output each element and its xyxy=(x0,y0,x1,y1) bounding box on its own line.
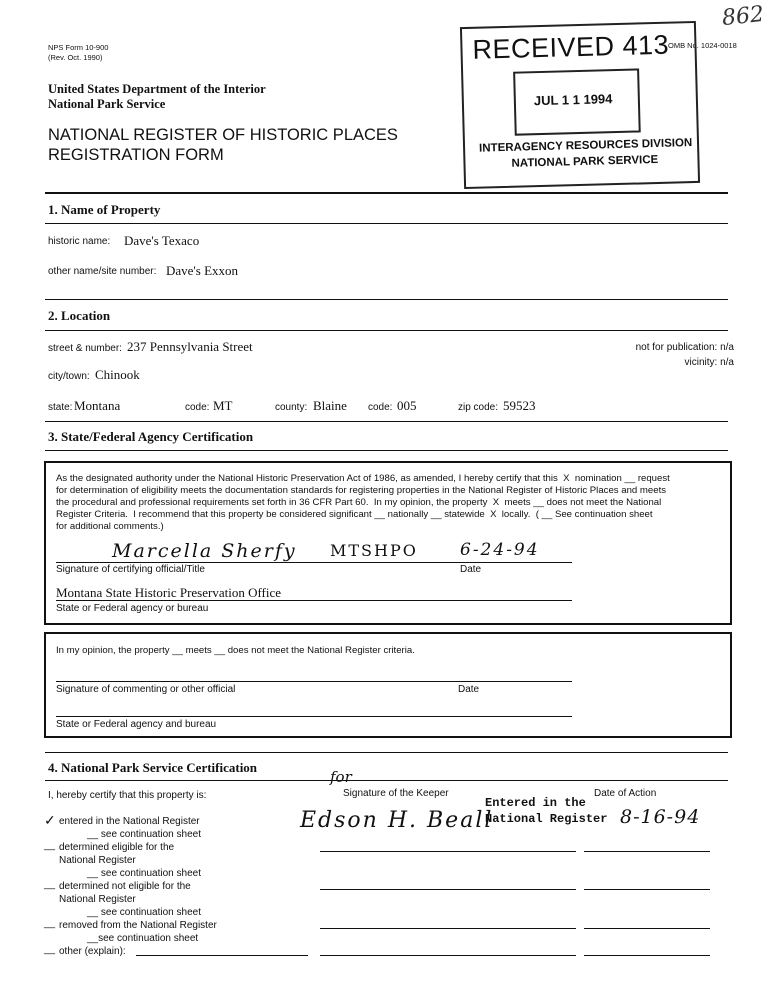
cert-text-line3: the procedural and professional requirements set forth in 36 CFR Part 60. In my opinion, the property X meets __ does not meet the National xyxy=(56,497,662,508)
opinion-text: In my opinion, the property __ meets __ does not meet the National Register criteria. xyxy=(56,645,415,656)
divider xyxy=(45,299,728,300)
cert-text-line4: Register Criteria. I recommend that this property be considered significant __ nationally __ statewide X locally. ( __ See continuation sheet xyxy=(56,509,653,520)
county-code-label: code: xyxy=(368,402,393,413)
state-code-value: MT xyxy=(213,398,233,413)
department-name: United States Department of the Interior xyxy=(48,82,266,96)
status-item: __ see continuation sheet xyxy=(87,868,201,879)
divider xyxy=(45,223,728,224)
other-name-value: Dave's Exxon xyxy=(166,263,239,278)
form-revision: (Rev. Oct. 1990) xyxy=(48,53,103,62)
handwritten-note: 862 xyxy=(720,1,766,32)
divider xyxy=(45,330,728,331)
section1-heading: 1. Name of Property xyxy=(48,202,161,217)
divider xyxy=(45,192,728,194)
state-office-label: State or Federal agency or bureau xyxy=(56,603,209,614)
status-item: determined eligible for the xyxy=(59,842,175,853)
zip-value: 59523 xyxy=(503,398,536,413)
cert-text-line5: for additional comments.) xyxy=(56,521,164,532)
nps-intro: I, hereby certify that this property is: xyxy=(48,790,207,801)
keeper-signature-line xyxy=(320,955,576,956)
state-office: Montana State Historic Preservation Office xyxy=(56,585,282,600)
signature-line xyxy=(56,716,572,717)
action-date-line xyxy=(584,928,710,929)
status-mark: ✓ xyxy=(44,812,56,828)
certifying-signature-label: Signature of certifying official/Title xyxy=(56,564,205,575)
form-number: NPS Form 10-900 xyxy=(48,43,109,52)
divider xyxy=(45,752,728,753)
section2-heading: 2. Location xyxy=(48,308,111,323)
state-code-label: code: xyxy=(185,402,210,413)
keeper-label: Signature of the Keeper xyxy=(343,788,449,799)
entered-stamp-line2: National Register xyxy=(485,812,608,826)
county-code-value: 005 xyxy=(397,398,417,413)
historic-name-value: Dave's Texaco xyxy=(124,233,200,248)
keeper-prefix: for xyxy=(330,768,352,786)
status-item: entered in the National Register xyxy=(59,816,200,827)
status-item: removed from the National Register xyxy=(59,920,217,931)
entered-stamp-line1: Entered in the xyxy=(485,796,586,810)
divider xyxy=(45,780,728,781)
state-label: state: xyxy=(48,402,73,413)
stamp-division-line1: INTERAGENCY RESOURCES DIVISION xyxy=(478,137,693,155)
other-name-label: other name/site number: xyxy=(48,266,157,277)
status-item: determined not eligible for the xyxy=(59,881,191,892)
form-title-line2: REGISTRATION FORM xyxy=(48,146,224,164)
status-item: __ see continuation sheet xyxy=(87,907,201,918)
certifying-date-label: Date xyxy=(460,564,482,575)
status-item: other (explain): xyxy=(59,946,126,957)
certifying-date: 6-24-94 xyxy=(460,540,540,560)
state-value: Montana xyxy=(74,398,121,413)
stamp-date-box xyxy=(513,68,641,135)
county-value: Blaine xyxy=(313,398,347,413)
stamp-date: JUL 1 1 1994 xyxy=(533,91,613,109)
comment-date-label: Date xyxy=(458,684,480,695)
historic-name-label: historic name: xyxy=(48,236,111,247)
received-text: RECEIVED 413 xyxy=(472,29,670,65)
cert-text-line2: for determination of eligibility meets the documentation standards for registering properties in the National Register of Historic Places and meets xyxy=(56,485,667,496)
stamp-division-line2: NATIONAL PARK SERVICE xyxy=(511,153,659,170)
status-mark: __ xyxy=(44,879,56,890)
action-date-line xyxy=(584,851,710,852)
keeper-signature-line xyxy=(320,851,576,852)
certifying-signature: Marcella Sherfy xyxy=(112,540,297,562)
omb-number: OMB No. 1024-0018 xyxy=(668,41,737,50)
divider xyxy=(45,450,728,451)
status-item: National Register xyxy=(59,855,136,866)
signature-line xyxy=(56,562,572,563)
zip-label: zip code: xyxy=(458,402,499,413)
street-value: 237 Pennsylvania Street xyxy=(127,339,253,354)
keeper-signature-line xyxy=(320,889,576,890)
county-label: county: xyxy=(275,402,308,413)
keeper-signature: Edson H. Beall xyxy=(300,808,494,833)
certifying-title: MTSHPO xyxy=(330,541,418,560)
status-item: __ see continuation sheet xyxy=(87,829,201,840)
section4-heading: 4. National Park Service Certification xyxy=(48,760,258,775)
city-label: city/town: xyxy=(48,371,90,382)
status-mark: __ xyxy=(44,840,56,851)
city-value: Chinook xyxy=(95,367,140,382)
signature-line xyxy=(56,681,572,682)
status-item: National Register xyxy=(59,894,136,905)
action-date: 8-16-94 xyxy=(620,806,701,828)
vicinity: vicinity: n/a xyxy=(684,357,734,368)
other-explain-line xyxy=(136,955,308,956)
keeper-signature-line xyxy=(320,928,576,929)
status-item: __see continuation sheet xyxy=(87,933,199,944)
status-mark: __ xyxy=(44,918,56,929)
date-of-action-label: Date of Action xyxy=(594,788,657,799)
action-date-line xyxy=(584,889,710,890)
form-title-line1: NATIONAL REGISTER OF HISTORIC PLACES xyxy=(48,126,398,144)
section3-heading: 3. State/Federal Agency Certification xyxy=(48,429,254,444)
signature-line xyxy=(56,600,572,601)
status-mark: __ xyxy=(44,944,56,955)
street-label: street & number: xyxy=(48,343,122,354)
comment-agency-label: State or Federal agency and bureau xyxy=(56,719,217,730)
agency-name: National Park Service xyxy=(48,97,166,111)
cert-text-line1: As the designated authority under the National Historic Preservation Act of 1986, as amended, I hereby certify that this X nomination __ request xyxy=(56,473,670,484)
comment-signature-label: Signature of commenting or other official xyxy=(56,684,236,695)
action-date-line xyxy=(584,955,710,956)
divider xyxy=(45,421,728,422)
not-for-publication: not for publication: n/a xyxy=(635,342,734,353)
received-stamp xyxy=(460,21,700,189)
